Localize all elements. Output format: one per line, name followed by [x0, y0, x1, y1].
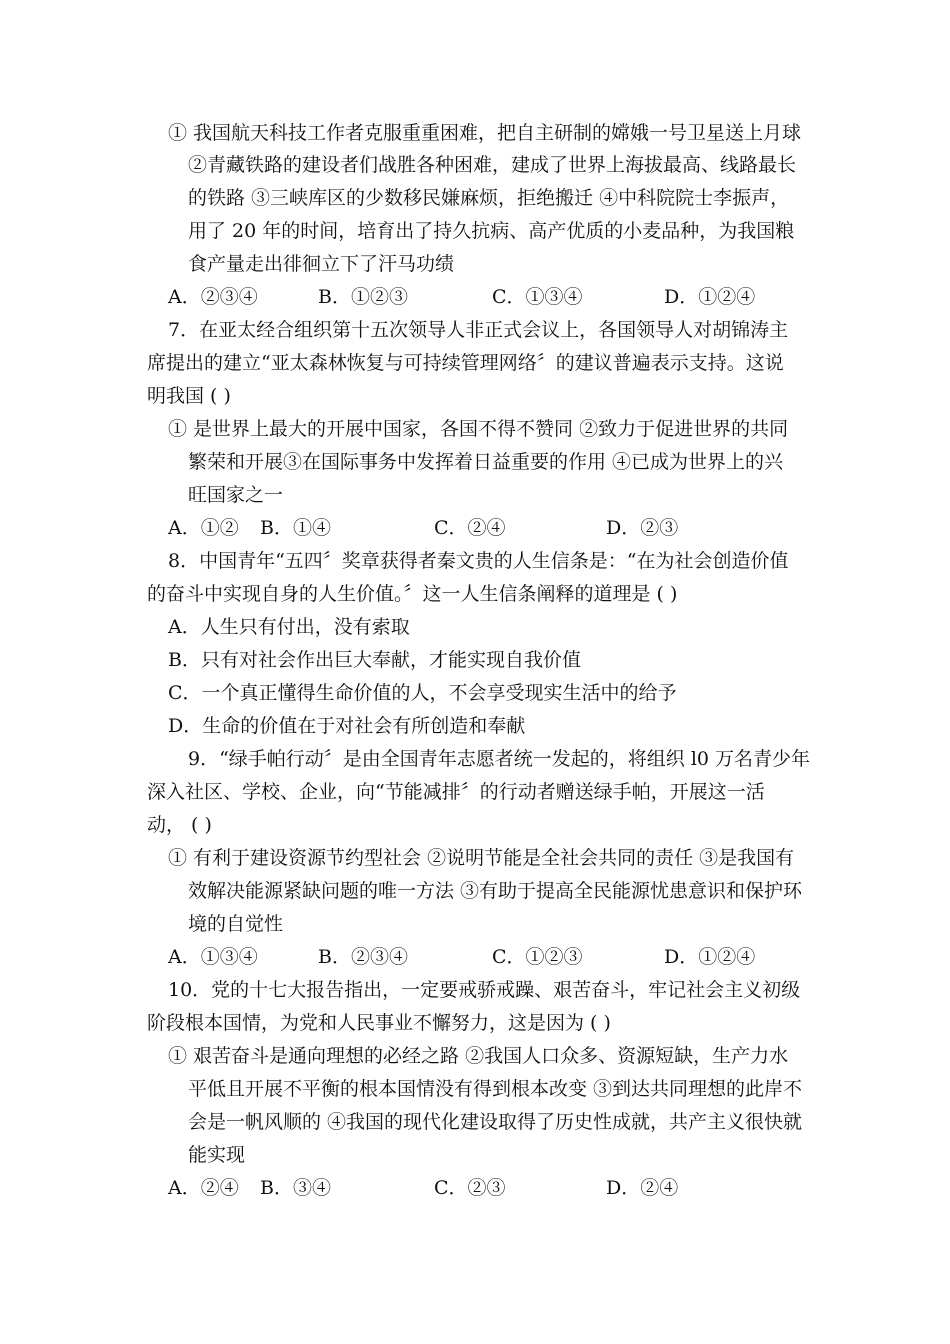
q10-option-b: B．③④ — [260, 1177, 331, 1199]
q9-stem-line: 9．“绿手帕行动〞是由全国青年志愿者统一发起的，将组织 l0 万名青少年 — [188, 748, 811, 770]
q8-choice-b: B．只有对社会作出巨大奉献，才能实现自我价值 — [168, 649, 581, 671]
q10-option-a: A．②④ — [168, 1177, 239, 1199]
q6-option-d: D．①②④ — [664, 286, 756, 308]
q8-stem-line: 的奋斗中实现自身的人生价值。〞这一人生信条阐释的道理是 ( ) — [147, 583, 678, 605]
q10-option-d: D．②④ — [606, 1177, 679, 1199]
q10-statement-line: ① 艰苦奋斗是通向理想的必经之路 ②我国人口众多、资源短缺，生产力水 — [168, 1045, 789, 1067]
q6-statement-line: ① 我国航天科技工作者克服重重困难，把自主研制的嫦娥一号卫星送上月球 — [168, 122, 802, 144]
q7-option-a: A．①② — [168, 517, 239, 539]
q9-statement-line: ① 有利于建设资源节约型社会 ②说明节能是全社会共同的责任 ③是我国有 — [168, 847, 795, 869]
q9-option-c: C．①②③ — [492, 946, 583, 968]
q7-statement-line: 繁荣和开展③在国际事务中发挥着日益重要的作用 ④已成为世界上的兴 — [188, 451, 784, 473]
q7-options — [168, 516, 808, 540]
q8-choice-a: A．人生只有付出，没有索取 — [168, 616, 410, 638]
q10-stem-line: 10．党的十七大报告指出，一定要戒骄戒躁、艰苦奋斗，牢记社会主义初级 — [168, 979, 801, 1001]
q9-option-d: D．①②④ — [664, 946, 756, 968]
q7-option-c: C．②④ — [434, 517, 506, 539]
q10-option-c: C．②③ — [434, 1177, 506, 1199]
q10-stem-line: 阶段根本国情，为党和人民事业不懈努力，这是因为 ( ) — [147, 1012, 611, 1034]
q7-option-d: D．②③ — [606, 517, 679, 539]
q7-stem-line: 席提出的建立“亚太森林恢复与可持续管理网络〞的建议普遍表示支持。这说 — [147, 352, 784, 374]
q8-stem-line: 8．中国青年“五四〞奖章获得者秦文贵的人生信条是：“在为社会创造价值 — [168, 550, 789, 572]
q9-option-a: A．①③④ — [168, 946, 258, 968]
q9-statement-line: 境的自觉性 — [188, 913, 284, 935]
q6-statement-line: 的铁路 ③三峡库区的少数移民嫌麻烦，拒绝搬迁 ④中科院院士李振声， — [188, 187, 790, 209]
q7-option-b: B．①④ — [260, 517, 331, 539]
q7-stem-line: 明我国 ( ) — [147, 385, 231, 407]
q8-choice-c: C．一个真正懂得生命价值的人，不会享受现实生活中的给予 — [168, 682, 677, 704]
q6-statement-line: 食产量走出徘徊立下了汗马功绩 — [188, 253, 455, 275]
q6-option-b: B．①②③ — [318, 286, 408, 308]
q9-statement-line: 效解决能源紧缺问题的唯一方法 ③有助于提高全民能源忧患意识和保护环 — [188, 880, 803, 902]
q6-option-c: C．①③④ — [492, 286, 583, 308]
q10-statement-line: 平低且开展不平衡的根本国情没有得到根本改变 ③到达共同理想的此岸不 — [188, 1078, 803, 1100]
q6-options — [168, 285, 808, 309]
q10-options — [168, 1176, 808, 1200]
q7-statement-line: ① 是世界上最大的开展中国家，各国不得不赞同 ②致力于促进世界的共同 — [168, 418, 789, 440]
q6-statement-line: 用了 20 年的时间，培育出了持久抗病、高产优质的小麦品种，为我国粮 — [188, 220, 795, 242]
q9-options — [168, 945, 808, 969]
q8-choice-d: D．生命的价值在于对社会有所创造和奉献 — [168, 715, 526, 737]
q6-option-a: A．②③④ — [168, 286, 258, 308]
q7-stem-line: 7．在亚太经合组织第十五次领导人非正式会议上，各国领导人对胡锦涛主 — [168, 319, 789, 341]
q9-stem-line: 动， ( ) — [147, 814, 212, 836]
q9-stem-line: 深入社区、学校、企业，向“节能减排〞的行动者赠送绿手帕，开展这一活 — [147, 781, 765, 803]
q9-option-b: B．②③④ — [318, 946, 408, 968]
q10-statement-line: 能实现 — [188, 1144, 246, 1166]
q6-statement-line: ②青藏铁路的建设者们战胜各种困难，建成了世界上海拔最高、线路最长 — [188, 154, 797, 176]
q10-statement-line: 会是一帆风顺的 ④我国的现代化建设取得了历史性成就，共产主义很快就 — [188, 1111, 803, 1133]
q7-statement-line: 旺国家之一 — [188, 484, 284, 506]
